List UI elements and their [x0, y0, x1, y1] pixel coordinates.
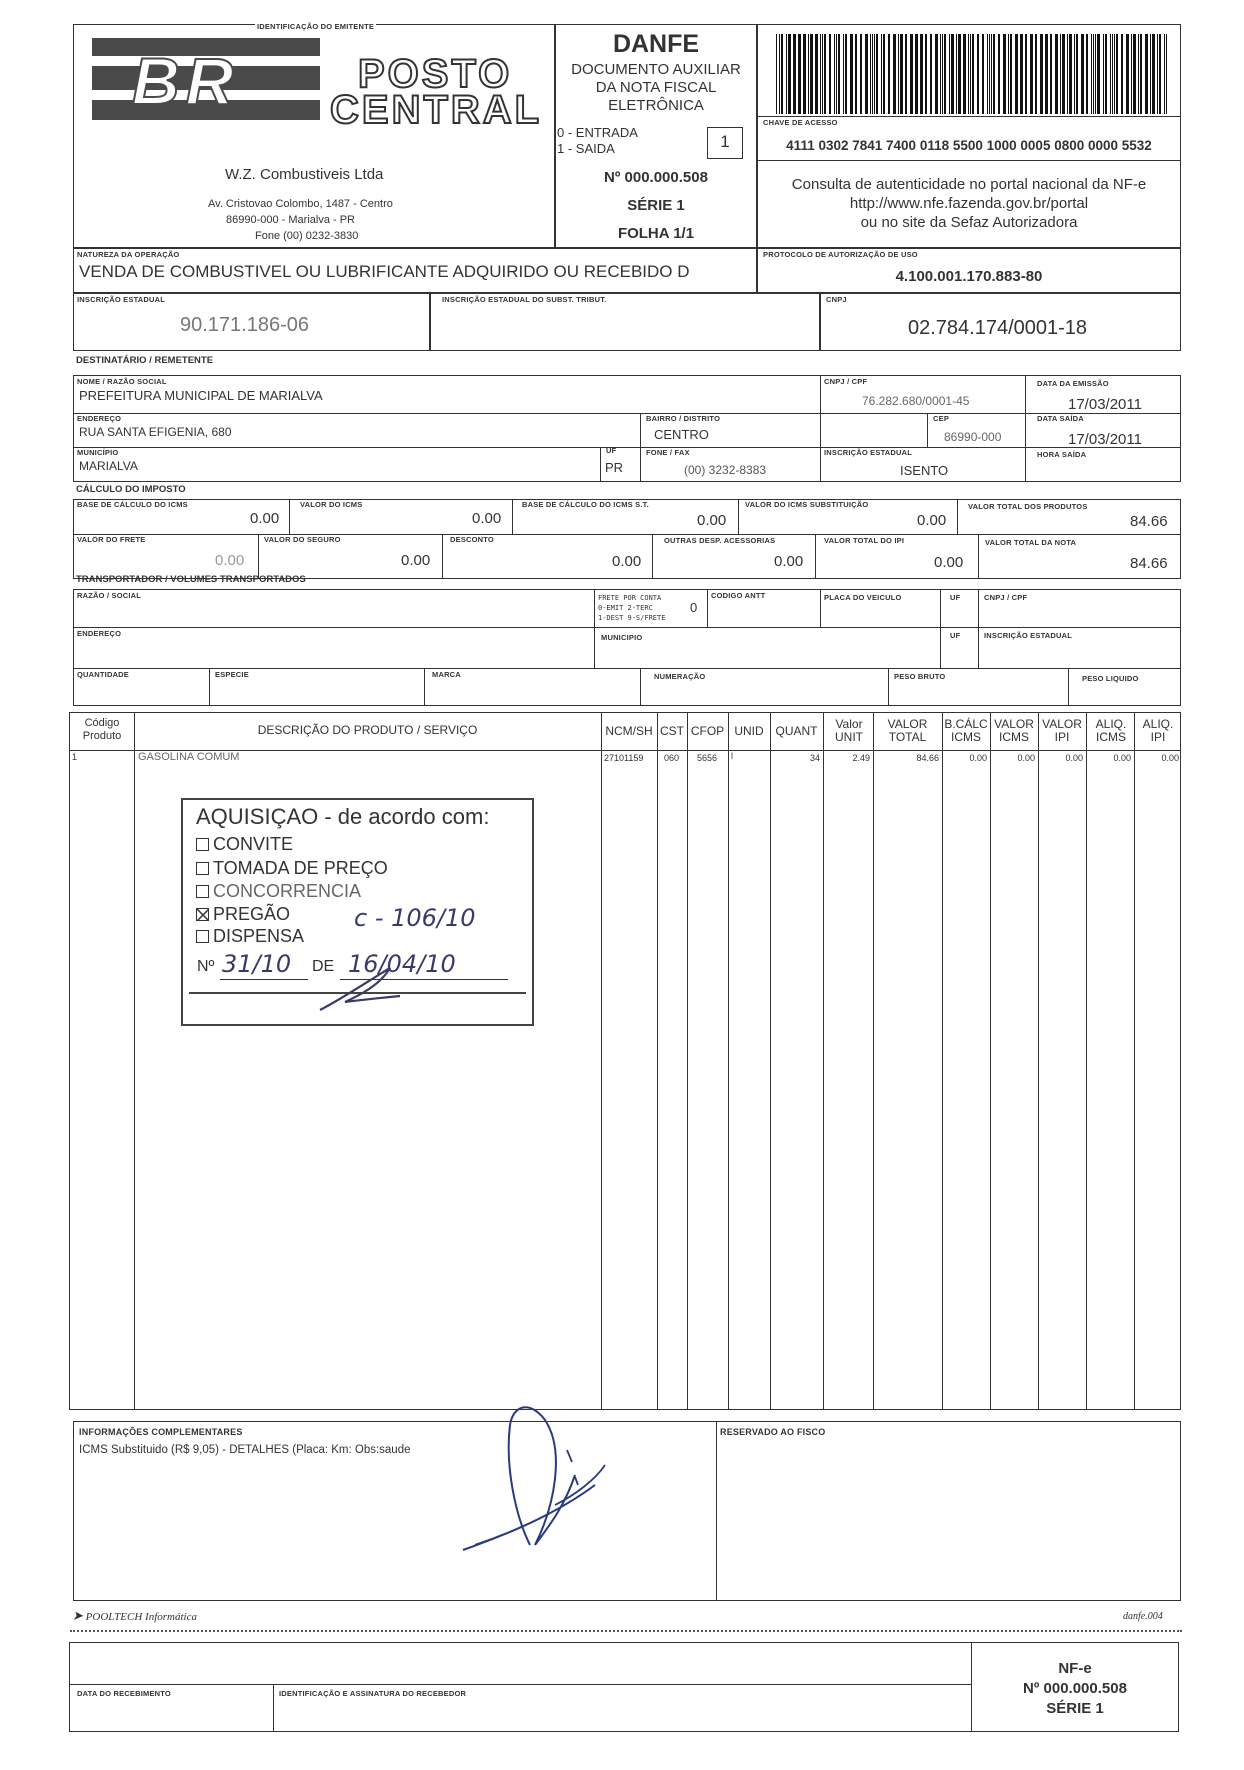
receipt-data-label: DATA DO RECEBIMENTO: [77, 1689, 171, 1698]
municipio-value: MARIALVA: [79, 459, 138, 473]
cnpj-value: 02.784.174/0001-18: [908, 317, 1088, 339]
danfe-title: DANFE: [612, 30, 700, 58]
access-key-label: CHAVE DE ACESSO: [763, 118, 838, 127]
col-aicms: ALIQ. ICMS: [1095, 717, 1127, 744]
ie-value: 90.171.186-06: [180, 314, 310, 336]
endereco-label: ENDEREÇO: [77, 414, 122, 423]
uf-label: UF: [606, 446, 617, 455]
danfe-line3: ELETRÔNICA: [608, 97, 704, 114]
recipient-ie-value: ISENTO: [900, 463, 949, 478]
col-vipi: VALOR IPI: [1042, 717, 1082, 744]
checkbox-checked-icon: [196, 908, 209, 921]
access-key-value: 4111 0302 7841 7400 0118 5500 1000 0005 0800 0000 5532: [786, 138, 1152, 153]
col-cfop: CFOP: [690, 724, 725, 738]
col-descricao: DESCRIÇÃO DO PRODUTO / SERVIÇO: [257, 723, 478, 737]
logo-text: BR: [132, 44, 240, 118]
danfe-folha: FOLHA 1/1: [617, 225, 695, 242]
transport-section: TRANSPORTADOR / VOLUMES TRANSPORTADOS: [76, 574, 306, 585]
stamp-no-label: Nº: [197, 958, 215, 975]
consulta-line3: ou no site da Sefaz Autorizadora: [860, 214, 1078, 231]
brand-line1: POSTO: [358, 52, 513, 96]
stamp-opt-tomada: TOMADA DE PREÇO: [196, 858, 388, 879]
marca-label: MARCA: [432, 670, 461, 679]
emitter-section-label: IDENTIFICAÇÃO DO EMITENTE: [257, 22, 375, 31]
cell-unid: l: [731, 751, 733, 761]
hora-label: HORA SAÍDA: [1037, 450, 1087, 459]
tax-section: CÁLCULO DO IMPOSTO: [76, 484, 186, 495]
cell-ncm: 27101159: [604, 753, 644, 763]
bc-st-label: BASE DE CÁLCULO DO ICMS S.T.: [522, 500, 649, 509]
bc-icms-value: 0.00: [250, 510, 280, 527]
cell-quant: 34: [809, 753, 820, 763]
frete-conta-value: 0: [690, 600, 698, 615]
cell-aipi: 0.00: [1161, 753, 1179, 763]
stamp-de-label: DE: [312, 958, 335, 975]
fisco-label: RESERVADO AO FISCO: [720, 1427, 826, 1437]
bruto-label: PESO BRUTO: [894, 672, 946, 681]
col-codigo: Código Produto: [82, 717, 122, 742]
col-quant: QUANT: [775, 724, 818, 738]
footer-ref: danfe.004: [1123, 1611, 1163, 1622]
frete-conta-l2: 0-EMIT 2-TERC: [598, 604, 653, 612]
cnpj-label: CNPJ: [826, 295, 847, 304]
danfe-serie: SÉRIE 1: [627, 197, 685, 214]
checkbox-icon: [196, 838, 209, 851]
brand-line2: CENTRAL: [330, 88, 543, 132]
bc-st-value: 0.00: [697, 512, 727, 529]
stamp-signature: [300, 960, 420, 1020]
checkbox-icon: [196, 930, 209, 943]
icms-st-label: VALOR DO ICMS SUBSTITUIÇÃO: [745, 500, 869, 509]
desconto-value: 0.00: [612, 553, 642, 570]
bairro-value: CENTRO: [654, 427, 709, 442]
col-vunit: Valor UNIT: [835, 717, 863, 744]
uf-value: PR: [605, 460, 624, 475]
col-aipi: ALIQ. IPI: [1142, 717, 1174, 744]
receipt-ident-label: IDENTIFICAÇÃO E ASSINATURA DO RECEBEDOR: [279, 1689, 467, 1698]
stamp-opt-convite: CONVITE: [196, 834, 293, 855]
transp-municipio-label: MUNICIPIO: [601, 633, 643, 642]
col-vtotal: VALOR TOTAL: [887, 717, 928, 744]
transp-uf-label: UF: [950, 593, 961, 602]
protocolo-label: PROTOCOLO DE AUTORIZAÇÃO DE USO: [763, 250, 918, 259]
emitter-phone: Fone (00) 0232-3830: [255, 230, 359, 242]
stamp-opt-dispensa: DISPENSA: [196, 926, 304, 947]
outras-label: OUTRAS DESP. ACESSORIAS: [664, 536, 776, 545]
stamp-title: AQUISIÇAO - de acordo com:: [196, 804, 490, 829]
cell-bcicms: 0.00: [969, 753, 987, 763]
cell-cst: 060: [664, 753, 680, 763]
antt-label: CODIGO ANTT: [711, 591, 766, 600]
natureza-value: VENDA DE COMBUSTIVEL OU LUBRIFICANTE ADQUIRIDO OU RECEBIDO D: [79, 262, 690, 281]
danfe-tipo: 1: [720, 132, 730, 151]
danfe-entrada: 0 - ENTRADA: [557, 125, 638, 140]
transp-endereco-label: ENDEREÇO: [77, 629, 122, 638]
danfe-line1: DOCUMENTO AUXILIAR: [571, 61, 741, 78]
stamp-no-value: 31/10: [222, 950, 292, 978]
transp-razao-label: RAZÃO / SOCIAL: [77, 591, 142, 600]
checkbox-icon: [196, 862, 209, 875]
protocolo-value: 4.100.001.170.883-80: [895, 268, 1043, 285]
ipi-value: 0.00: [934, 554, 964, 571]
municipio-label: MUNICÍPIO: [77, 448, 119, 457]
cell-codigo: 1: [72, 752, 78, 762]
info-text: ICMS Substituido (R$ 9,05) - DETALHES (Placa: Km: Obs:saude: [79, 1444, 411, 1456]
fone-value: (00) 3232-8383: [684, 463, 767, 477]
software-logo-icon: ➤: [72, 1608, 83, 1623]
emissao-value: 17/03/2011: [1068, 396, 1142, 413]
seguro-label: VALOR DO SEGURO: [264, 535, 341, 544]
frete-label: VALOR DO FRETE: [77, 535, 146, 544]
liquido-label: PESO LIQUIDO: [1082, 674, 1139, 683]
frete-conta-l1: FRETE POR CONTA: [598, 594, 662, 602]
recipient-cnpj: 76.282.680/0001-45: [862, 394, 970, 408]
total-prod-label: VALOR TOTAL DOS PRODUTOS: [968, 502, 1088, 511]
recipient-cnpj-label: CNPJ / CPF: [824, 377, 868, 386]
col-vicms: VALOR ICMS: [994, 717, 1034, 744]
frete-value: 0.00: [215, 552, 245, 569]
col-ncm: NCM/SH: [605, 724, 653, 738]
col-unid: UNID: [734, 724, 764, 738]
consulta-line2: http://www.nfe.fazenda.gov.br/portal: [849, 195, 1089, 212]
saida-value: 17/03/2011: [1068, 431, 1142, 448]
stamp-opt-concorrencia: CONCORRENCIA: [196, 881, 361, 902]
danfe-line2: DA NOTA FISCAL: [595, 79, 717, 96]
ie-st-label: INSCRIÇÃO ESTADUAL DO SUBST. TRIBUT.: [442, 295, 607, 304]
seguro-value: 0.00: [401, 552, 431, 569]
recipient-name-label: NOME / RAZÃO SOCIAL: [77, 377, 167, 386]
recipient-ie-label: INSCRIÇÃO ESTADUAL: [824, 448, 913, 457]
col-cst: CST: [660, 724, 684, 738]
total-prod-value: 84.66: [1130, 513, 1168, 530]
cell-vtotal: 84.66: [916, 753, 939, 763]
br-logo: [92, 38, 320, 120]
bairro-label: BAIRRO / DISTRITO: [646, 414, 721, 423]
receipt-serie: SÉRIE 1: [1046, 1700, 1104, 1717]
especie-label: ESPECIE: [215, 670, 249, 679]
bc-icms-label: BASE DE CÁLCULO DO ICMS: [77, 500, 188, 509]
transp-ie-label: INSCRIÇÃO ESTADUAL: [984, 631, 1073, 640]
col-bcicms: B.CÁLC ICMS: [944, 717, 988, 744]
emissao-label: DATA DA EMISSÃO: [1037, 379, 1109, 388]
consulta-line1: Consulta de autenticidade no portal nacional da NF-e: [791, 176, 1147, 193]
signature: [455, 1395, 625, 1565]
desconto-label: DESCONTO: [450, 535, 494, 544]
transp-uf2-label: UF: [950, 631, 961, 640]
emitter-city: 86990-000 - Marialva - PR: [226, 214, 356, 226]
cell-vipi: 0.00: [1065, 753, 1083, 763]
cell-descricao: GASOLINA COMUM: [138, 751, 240, 763]
icms-value: 0.00: [472, 510, 502, 527]
endereco-value: RUA SANTA EFIGENIA, 680: [79, 425, 232, 439]
recipient-section: DESTINATÁRIO / REMETENTE: [76, 355, 214, 366]
stamp-opt-pregao: PREGÃO: [196, 904, 290, 925]
cell-vunit: 2.49: [852, 753, 870, 763]
receipt-nfe: NF-e: [1058, 1660, 1092, 1677]
checkbox-icon: [196, 885, 209, 898]
barcode: [776, 34, 1170, 114]
cell-aicms: 0.00: [1113, 753, 1131, 763]
software-credit: ➤ POOLTECH Informática: [72, 1608, 197, 1623]
saida-label: DATA SAÍDA: [1037, 414, 1084, 423]
icms-st-value: 0.00: [917, 512, 947, 529]
cut-line: [70, 1630, 1182, 1632]
emitter-company: W.Z. Combustiveis Ltda: [225, 166, 384, 183]
cell-vicms: 0.00: [1017, 753, 1035, 763]
numeracao-label: NUMERAÇÃO: [654, 672, 706, 681]
danfe-saida: 1 - SAIDA: [557, 141, 615, 156]
icms-label: VALOR DO ICMS: [300, 500, 363, 509]
ipi-label: VALOR TOTAL DO IPI: [824, 536, 905, 545]
info-label: INFORMAÇÕES COMPLEMENTARES: [79, 1427, 243, 1437]
ie-label: INSCRIÇÃO ESTADUAL: [77, 295, 166, 304]
danfe-numero: Nº 000.000.508: [604, 169, 708, 186]
cep-value: 86990-000: [944, 430, 1002, 444]
recipient-name: PREFEITURA MUNICIPAL DE MARIALVA: [79, 388, 323, 403]
natureza-label: NATUREZA DA OPERAÇÃO: [77, 250, 180, 259]
fone-label: FONE / FAX: [646, 448, 690, 457]
transp-cnpj-label: CNPJ / CPF: [984, 593, 1028, 602]
outras-value: 0.00: [774, 553, 804, 570]
cep-label: CEP: [933, 414, 950, 423]
qtd-label: QUANTIDADE: [77, 670, 129, 679]
total-nota-label: VALOR TOTAL DA NOTA: [985, 538, 1077, 547]
placa-label: PLACA DO VEICULO: [824, 593, 902, 602]
stamp-pregao-note: c - 106/10: [354, 904, 476, 932]
cell-cfop: 5656: [697, 753, 718, 763]
stamp-de-value: 16/04/10: [348, 950, 456, 978]
total-nota-value: 84.66: [1130, 555, 1168, 572]
receipt-numero: Nº 000.000.508: [1023, 1680, 1127, 1697]
emitter-address: Av. Cristovao Colombo, 1487 - Centro: [208, 198, 393, 210]
frete-conta-l3: 1-DEST 9-S/FRETE: [598, 614, 666, 622]
